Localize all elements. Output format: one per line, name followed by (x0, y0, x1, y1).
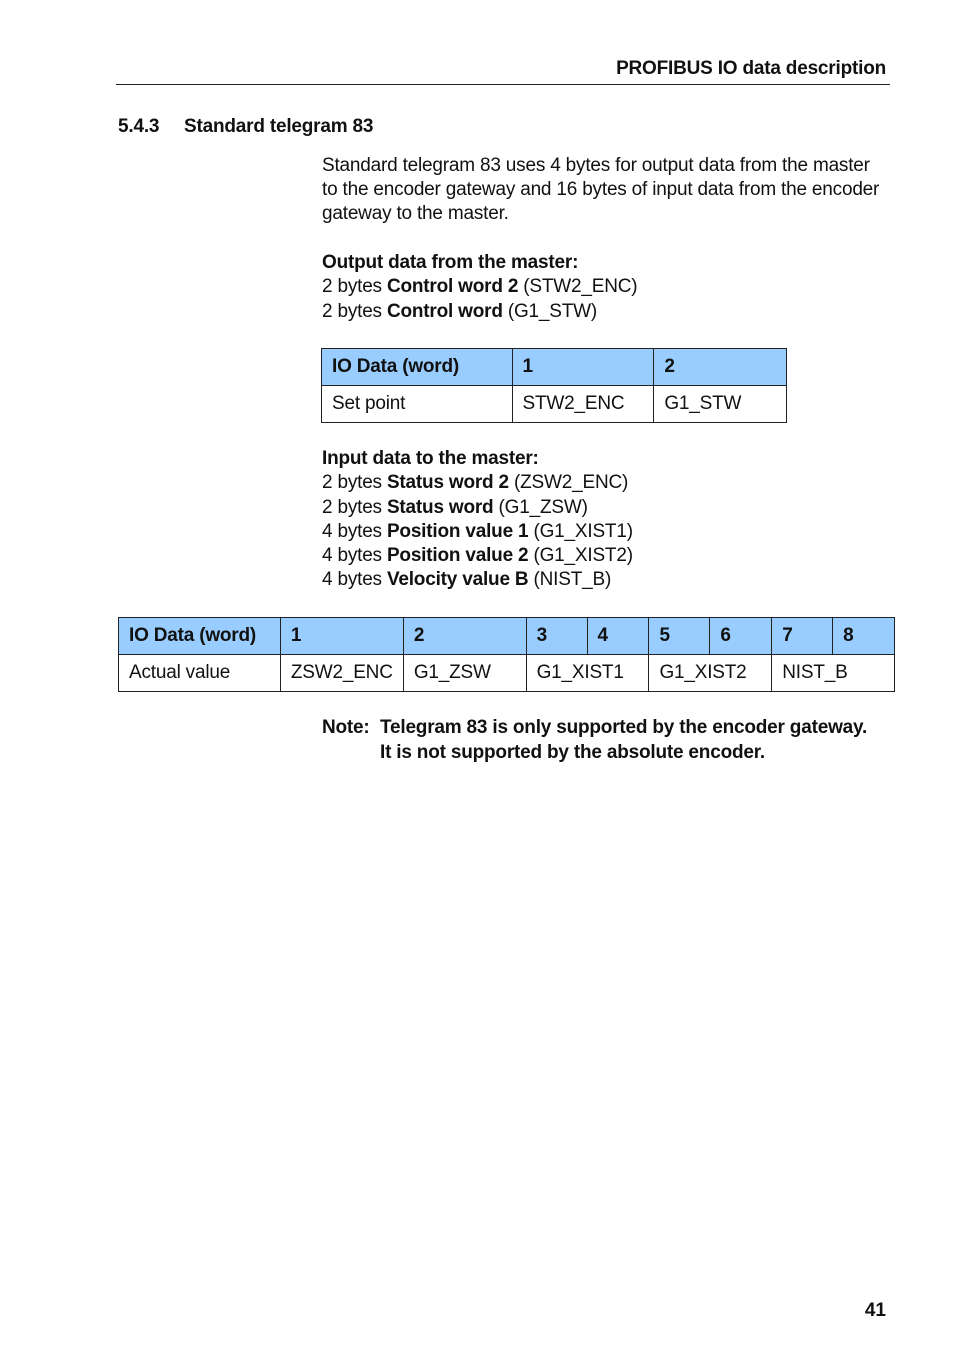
table-cell: G1_STW (654, 386, 787, 423)
table-cell: G1_XIST1 (526, 655, 649, 692)
output-io-table (321, 348, 787, 423)
table-header-cell: 2 (654, 349, 787, 386)
input-line: 4 bytes Position value 2 (G1_XIST2) (322, 545, 633, 567)
table-cell: G1_XIST2 (649, 655, 772, 692)
table-cell: NIST_B (772, 655, 895, 692)
table-header-cell: 1 (280, 618, 403, 655)
note-line-2: It is not supported by the absolute encoder. (380, 741, 765, 763)
input-line: 2 bytes Status word (G1_ZSW) (322, 496, 588, 518)
table-cell: Set point (322, 386, 513, 423)
note-line-1: Telegram 83 is only supported by the encoder gateway. (380, 717, 868, 738)
table-header-cell: IO Data (word) (119, 618, 281, 655)
table-header-cell: 1 (512, 349, 654, 386)
input-line: 4 bytes Velocity value B (NIST_B) (322, 569, 612, 591)
table-cell: ZSW2_ENC (280, 655, 403, 692)
table-header-row (119, 618, 895, 655)
table-row (119, 655, 895, 692)
input-line: 4 bytes Position value 1 (G1_XIST1) (322, 520, 633, 542)
output-heading: Output data from the master: (322, 252, 579, 273)
table-header-cell: 2 (403, 618, 526, 655)
output-line: 2 bytes Control word (G1_STW) (322, 300, 598, 322)
note-block (322, 716, 902, 765)
table-cell: G1_ZSW (403, 655, 526, 692)
section-heading (118, 116, 373, 138)
table-header-cell: 5 (649, 618, 710, 655)
table-header-cell: IO Data (word) (322, 349, 513, 386)
table-row (322, 386, 787, 423)
table-header-cell: 4 (587, 618, 649, 655)
table-header-cell: 8 (833, 618, 895, 655)
input-heading: Input data to the master: (322, 448, 539, 469)
table-header-cell: 7 (772, 618, 833, 655)
page-number: 41 (864, 1300, 886, 1321)
input-line: 2 bytes Status word 2 (ZSW2_ENC) (322, 472, 629, 494)
header-rule (116, 84, 890, 85)
table-header-cell: 3 (526, 618, 587, 655)
table-header-cell: 6 (710, 618, 772, 655)
output-line: 2 bytes Control word 2 (STW2_ENC) (322, 276, 638, 298)
table-cell: STW2_ENC (512, 386, 654, 423)
input-data-block (322, 447, 882, 593)
note-label: Note: (322, 717, 370, 738)
table-cell: Actual value (119, 655, 281, 692)
intro-paragraph: Standard telegram 83 uses 4 bytes for output data from the master to the encoder gateway and 16 bytes of input data from the encoder gateway to the master. (322, 155, 880, 224)
running-header: PROFIBUS IO data description (616, 58, 886, 79)
output-data-block (322, 251, 882, 324)
section-title: Standard telegram 83 (184, 116, 374, 137)
input-io-table (118, 617, 895, 692)
section-number: 5.4.3 (118, 116, 160, 137)
table-header-row (322, 349, 787, 386)
